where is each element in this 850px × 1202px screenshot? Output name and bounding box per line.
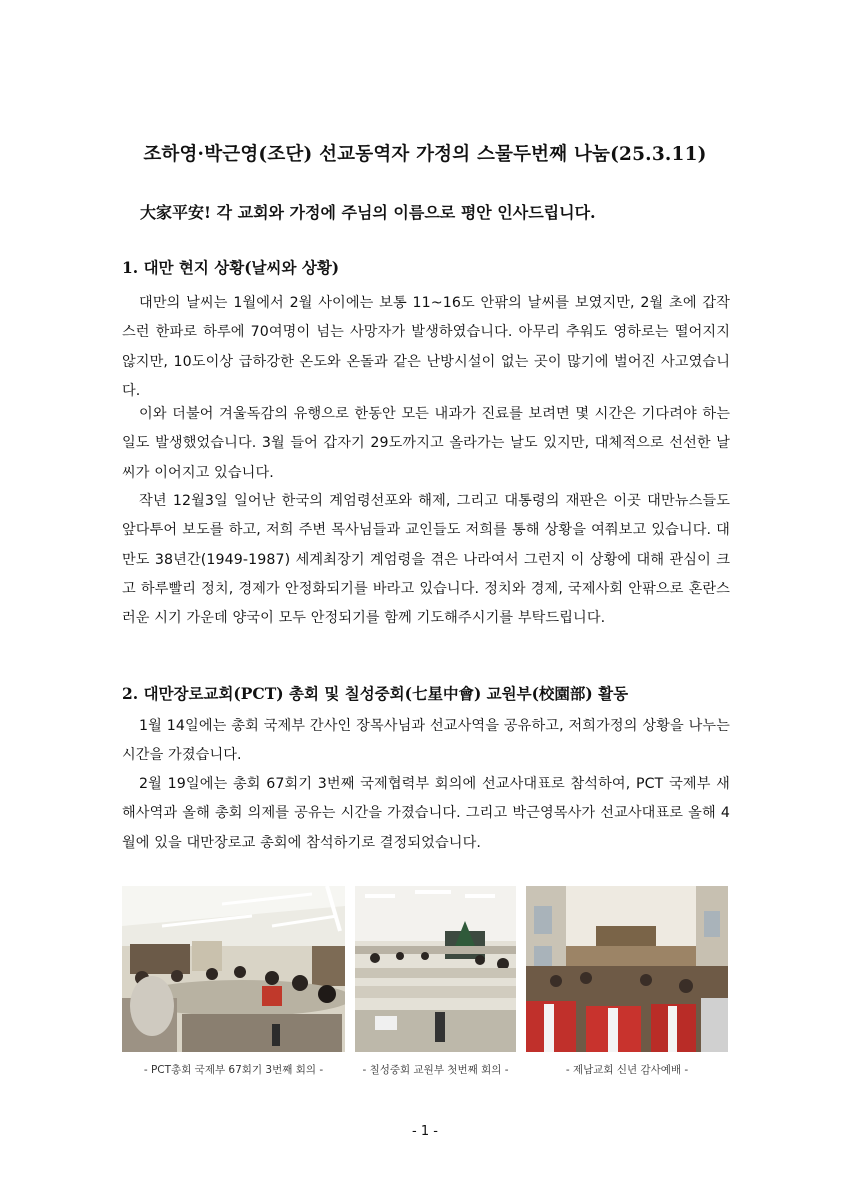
section-2-heading: 2. 대만장로교회(PCT) 총회 및 칠성중회(七星中會) 교원부(校園部) 활동 bbox=[122, 684, 629, 703]
section-2-paragraph-1: 1월 14일에는 총회 국제부 간사인 장목사님과 선교사역을 공유하고, 저희가정의 상황을 나누는 시간을 가졌습니다. bbox=[122, 718, 730, 764]
document-title: 조하영·박근영(조단) 선교동역자 가정의 스물두번째 나눔(25.3.11) bbox=[143, 144, 707, 165]
photo-caption-3: - 제남교회 신년 감사예배 - bbox=[565, 1064, 689, 1076]
section-1-paragraph-1: 대만의 날씨는 1월에서 2월 사이에는 보통 11~16도 안팎의 날씨를 보였지만, 2월 초에 갑작스런 한파로 하루에 70여명이 넘는 사망자가 발생하였습니다. 아무리 추워도 영하로는 떨어지지 않지만, 10도이상 급하강한 온도와 온돌과 같은 난방시설이 없는 곳이 많기에 벌어진 사고였습니다. bbox=[122, 295, 730, 399]
section-1-paragraph-3: 작년 12월3일 일어난 한국의 계엄령선포와 해제, 그리고 대통령의 재판은 이곳 대만뉴스들도 앞다투어 보도를 하고, 저희 주변 목사님들과 교인들도 저희를 통해 상황을 여쭤보고 있습니다. 대만도 38년간(1949-1987) 세계최장기 계엄령을 겪은 나라여서 그런지 이 상황에 대해 관심이 크고 하루빨리 정치, 경제가 안정화되기를 바라고 있습니다. 정치와 경제, 국제사회 안팎으로 혼란스러운 시기 가운데 양국이 모두 안정되기를 함께 기도해주시기를 부탁드립니다. bbox=[122, 493, 730, 627]
section-2-paragraph-2: 2월 19일에는 총회 67회기 3번째 국제협력부 회의에 선교사대표로 참석하여, PCT 국제부 새해사역과 올해 총회 의제를 공유는 시간을 가졌습니다. 그리고 박근영목사가 선교사대표로 올해 4월에 있을 대만장로교 총회에 참석하기로 결정되었습니다. bbox=[122, 776, 730, 851]
photo-pct-meeting bbox=[122, 886, 345, 1052]
photo-chilseong-meeting bbox=[355, 886, 516, 1052]
section-1-heading: 1. 대만 현지 상황(날씨와 상황) bbox=[122, 258, 340, 277]
photo-caption-2: - 칠성중회 교원부 첫번째 회의 - bbox=[362, 1064, 509, 1076]
page-number: - 1 - bbox=[412, 1124, 438, 1139]
photo-caption-1: - PCT총회 국제부 67회기 3번째 회의 - bbox=[143, 1064, 324, 1076]
photo-jenam-church-worship bbox=[526, 886, 728, 1052]
section-1-paragraph-2: 이와 더불어 겨울독감의 유행으로 한동안 모든 내과가 진료를 보려면 몇 시간은 기다려야 하는 일도 발생했었습니다. 3월 들어 갑자기 29도까지고 올라가는 날도 있지만, 대체적으로 선선한 날씨가 이어지고 있습니다. bbox=[122, 406, 730, 481]
greeting-line: 大家平安! 각 교회와 가정에 주님의 이름으로 평안 인사드립니다. bbox=[140, 203, 596, 222]
